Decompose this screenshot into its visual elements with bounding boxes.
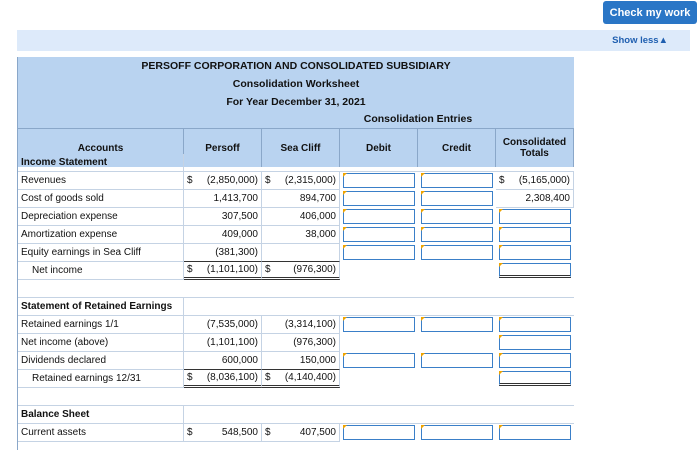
credit-input-revenues[interactable] <box>421 173 493 188</box>
credit-input-amortization[interactable] <box>421 227 493 242</box>
persoff-cogs: 1,413,700 <box>184 190 262 208</box>
row-label-re-12-31: Retained earnings 12/31 <box>18 370 184 388</box>
section-balance-sheet: Balance Sheet <box>18 406 184 424</box>
total-input-current-assets[interactable] <box>499 425 571 440</box>
debit-input-amortization[interactable] <box>343 227 415 242</box>
seacliff-re-1-1: (3,314,100) <box>262 316 340 334</box>
credit-input-re-1-1[interactable] <box>421 317 493 332</box>
section-retained-earnings: Statement of Retained Earnings <box>18 298 184 316</box>
blank-row <box>184 406 574 424</box>
debit-input-equity-earnings[interactable] <box>343 245 415 260</box>
consolidation-worksheet <box>17 57 574 450</box>
col-accounts: Accounts <box>18 128 184 167</box>
blank-row <box>18 280 574 298</box>
check-my-work-button[interactable]: Check my work <box>603 1 697 24</box>
total-cogs: 2,308,400 <box>496 190 574 208</box>
persoff-depreciation: 307,500 <box>184 208 262 226</box>
row-label-dividends: Dividends declared <box>18 352 184 370</box>
persoff-revenues: $ (2,850,000) <box>184 172 262 190</box>
persoff-equity-earnings: (381,300) <box>184 244 262 262</box>
dollar-sign: $ <box>265 427 271 438</box>
company-title: PERSOFF CORPORATION AND CONSOLIDATED SUBSIDIARY <box>18 57 574 75</box>
seacliff-re-12-31: $ (4,140,400) <box>262 370 340 388</box>
persoff-re-12-31: $ (8,036,100) <box>184 370 262 388</box>
credit-input-depreciation[interactable] <box>421 209 493 224</box>
total-input-net-income[interactable] <box>499 263 571 278</box>
persoff-net-income: $ (1,101,100) <box>184 262 262 280</box>
debit-input-current-assets[interactable] <box>343 425 415 440</box>
credit-input-dividends[interactable] <box>421 353 493 368</box>
dollar-sign: $ <box>265 175 271 186</box>
blank-row <box>18 388 574 406</box>
persoff-current-assets: $ 548,500 <box>184 424 262 442</box>
debit-input-re-1-1[interactable] <box>343 317 415 332</box>
persoff-net-income-above: (1,101,100) <box>184 334 262 352</box>
debit-input-revenues[interactable] <box>343 173 415 188</box>
blank-row <box>184 298 574 316</box>
total-input-amortization[interactable] <box>499 227 571 242</box>
worksheet-period: For Year December 31, 2021 <box>18 93 574 111</box>
col-sea-cliff: Sea Cliff <box>262 128 340 167</box>
dollar-sign: $ <box>187 372 193 383</box>
dollar-sign: $ <box>499 175 505 186</box>
seacliff-net-income-above: (976,300) <box>262 334 340 352</box>
debit-input-dividends[interactable] <box>343 353 415 368</box>
persoff-re-1-1: (7,535,000) <box>184 316 262 334</box>
credit-input-cogs[interactable] <box>421 191 493 206</box>
dollar-sign: $ <box>187 264 193 275</box>
worksheet-title: Consolidation Worksheet <box>18 75 574 93</box>
row-label-current-assets: Current assets <box>18 424 184 442</box>
row-label-revenues: Revenues <box>18 172 184 190</box>
seacliff-net-income: $ (976,300) <box>262 262 340 280</box>
section-income-statement: Income Statement <box>18 154 184 172</box>
col-persoff: Persoff <box>184 128 262 167</box>
dollar-sign: $ <box>187 427 193 438</box>
col-debit: Debit <box>340 128 418 167</box>
dollar-sign: $ <box>265 264 271 275</box>
credit-input-current-assets[interactable] <box>421 425 493 440</box>
col-credit: Credit <box>418 128 496 167</box>
dollar-sign: $ <box>265 372 271 383</box>
row-label-cogs: Cost of goods sold <box>18 190 184 208</box>
debit-input-cogs[interactable] <box>343 191 415 206</box>
total-input-depreciation[interactable] <box>499 209 571 224</box>
row-label-equity-earnings: Equity earnings in Sea Cliff <box>18 244 184 262</box>
dollar-sign: $ <box>187 175 193 186</box>
row-label-net-income-above: Net income (above) <box>18 334 184 352</box>
blank-row <box>184 154 574 172</box>
seacliff-dividends: 150,000 <box>262 352 340 370</box>
seacliff-revenues: $ (2,315,000) <box>262 172 340 190</box>
seacliff-cogs: 894,700 <box>262 190 340 208</box>
debit-input-depreciation[interactable] <box>343 209 415 224</box>
total-revenues: $ (5,165,000) <box>496 172 574 190</box>
credit-input-equity-earnings[interactable] <box>421 245 493 260</box>
persoff-amortization: 409,000 <box>184 226 262 244</box>
row-label-amortization: Amortization expense <box>18 226 184 244</box>
persoff-dividends: 600,000 <box>184 352 262 370</box>
total-input-dividends[interactable] <box>499 353 571 368</box>
total-input-net-income-above[interactable] <box>499 335 571 350</box>
row-label-net-income: Net income <box>18 262 184 280</box>
show-less-link[interactable]: Show less▲ <box>612 35 668 46</box>
row-label-re-1-1: Retained earnings 1/1 <box>18 316 184 334</box>
seacliff-amortization: 38,000 <box>262 226 340 244</box>
consolidation-entries-header: Consolidation Entries <box>340 111 496 128</box>
seacliff-equity-earnings <box>262 244 340 262</box>
seacliff-depreciation: 406,000 <box>262 208 340 226</box>
seacliff-current-assets: $ 407,500 <box>262 424 340 442</box>
total-input-equity-earnings[interactable] <box>499 245 571 260</box>
total-input-re-12-31[interactable] <box>499 371 571 386</box>
row-label-depreciation: Depreciation expense <box>18 208 184 226</box>
total-input-re-1-1[interactable] <box>499 317 571 332</box>
col-consolidated-totals: Consolidated Totals <box>496 128 574 167</box>
show-less-bar <box>17 30 690 51</box>
